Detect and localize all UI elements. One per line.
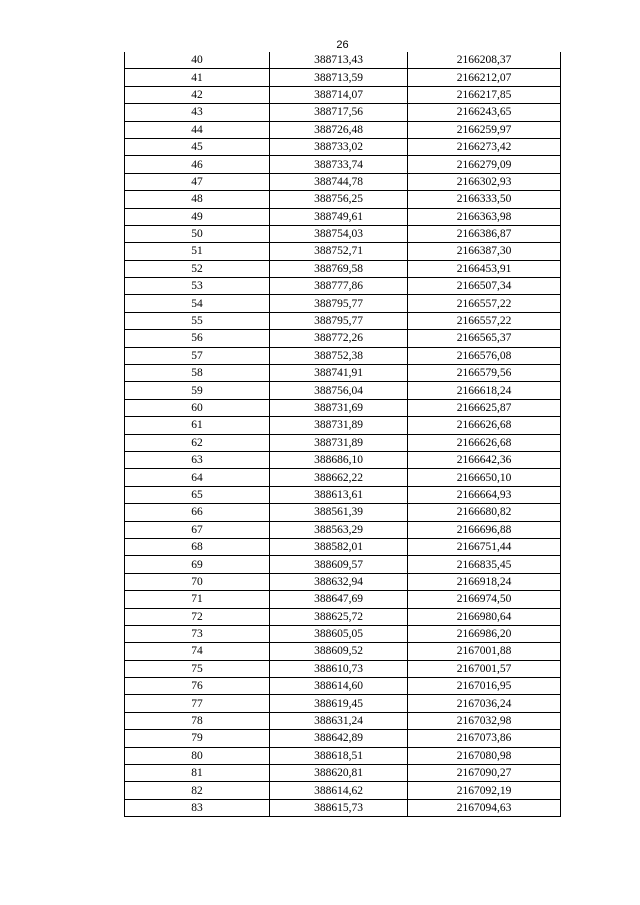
y-coordinate-cell: 2167036,24 — [408, 695, 561, 712]
x-coordinate-cell: 388713,59 — [270, 69, 408, 86]
x-coordinate-cell: 388744,78 — [270, 173, 408, 190]
x-coordinate-cell: 388731,89 — [270, 434, 408, 451]
y-coordinate-cell: 2166751,44 — [408, 538, 561, 555]
x-coordinate-cell: 388733,74 — [270, 156, 408, 173]
y-coordinate-cell: 2167001,88 — [408, 643, 561, 660]
table-row — [125, 660, 561, 677]
x-coordinate-cell: 388686,10 — [270, 451, 408, 468]
x-coordinate-cell: 388756,25 — [270, 191, 408, 208]
y-coordinate-cell: 2166626,68 — [408, 434, 561, 451]
point-number-cell: 56 — [125, 330, 270, 347]
y-coordinate-cell: 2167094,63 — [408, 799, 561, 816]
x-coordinate-cell: 388632,94 — [270, 573, 408, 590]
y-coordinate-cell: 2166918,24 — [408, 573, 561, 590]
table-row — [125, 434, 561, 451]
y-coordinate-cell: 2166579,56 — [408, 365, 561, 382]
table-row — [125, 69, 561, 86]
table-row — [125, 260, 561, 277]
point-number-cell: 62 — [125, 434, 270, 451]
table-row — [125, 382, 561, 399]
point-number-cell: 76 — [125, 678, 270, 695]
y-coordinate-cell: 2166650,10 — [408, 469, 561, 486]
table-row — [125, 104, 561, 121]
x-coordinate-cell: 388777,86 — [270, 278, 408, 295]
point-number-cell: 57 — [125, 347, 270, 364]
y-coordinate-cell: 2166507,34 — [408, 278, 561, 295]
table-row — [125, 765, 561, 782]
point-number-cell: 79 — [125, 730, 270, 747]
table-row — [125, 486, 561, 503]
point-number-cell: 65 — [125, 486, 270, 503]
x-coordinate-cell: 388610,73 — [270, 660, 408, 677]
y-coordinate-cell: 2167001,57 — [408, 660, 561, 677]
table-row — [125, 138, 561, 155]
point-number-cell: 75 — [125, 660, 270, 677]
y-coordinate-cell: 2166217,85 — [408, 86, 561, 103]
x-coordinate-cell: 388795,77 — [270, 295, 408, 312]
x-coordinate-cell: 388619,45 — [270, 695, 408, 712]
point-number-cell: 55 — [125, 312, 270, 329]
table-row — [125, 591, 561, 608]
x-coordinate-cell: 388609,52 — [270, 643, 408, 660]
point-number-cell: 63 — [125, 451, 270, 468]
x-coordinate-cell: 388772,26 — [270, 330, 408, 347]
x-coordinate-cell: 388733,02 — [270, 138, 408, 155]
page-number: 26 — [336, 39, 349, 51]
coordinates-table — [124, 52, 561, 817]
x-coordinate-cell: 388769,58 — [270, 260, 408, 277]
point-number-cell: 44 — [125, 121, 270, 138]
y-coordinate-cell: 2166664,93 — [408, 486, 561, 503]
point-number-cell: 71 — [125, 591, 270, 608]
y-coordinate-cell: 2166680,82 — [408, 504, 561, 521]
point-number-cell: 43 — [125, 104, 270, 121]
table-row — [125, 312, 561, 329]
x-coordinate-cell: 388714,07 — [270, 86, 408, 103]
y-coordinate-cell: 2166696,88 — [408, 521, 561, 538]
point-number-cell: 40 — [125, 52, 270, 69]
table-row — [125, 625, 561, 642]
table-row — [125, 730, 561, 747]
y-coordinate-cell: 2166576,08 — [408, 347, 561, 364]
y-coordinate-cell: 2166259,97 — [408, 121, 561, 138]
table-row — [125, 225, 561, 242]
point-number-cell: 59 — [125, 382, 270, 399]
point-number-cell: 46 — [125, 156, 270, 173]
x-coordinate-cell: 388754,03 — [270, 225, 408, 242]
table-row — [125, 712, 561, 729]
y-coordinate-cell: 2167016,95 — [408, 678, 561, 695]
x-coordinate-cell: 388563,29 — [270, 521, 408, 538]
point-number-cell: 48 — [125, 191, 270, 208]
table-row — [125, 556, 561, 573]
y-coordinate-cell: 2166363,98 — [408, 208, 561, 225]
y-coordinate-cell: 2167092,19 — [408, 782, 561, 799]
table-row — [125, 643, 561, 660]
table-row — [125, 365, 561, 382]
table-row — [125, 469, 561, 486]
y-coordinate-cell: 2166453,91 — [408, 260, 561, 277]
point-number-cell: 82 — [125, 782, 270, 799]
y-coordinate-cell: 2167073,86 — [408, 730, 561, 747]
table-row — [125, 347, 561, 364]
point-number-cell: 61 — [125, 417, 270, 434]
point-number-cell: 42 — [125, 86, 270, 103]
point-number-cell: 67 — [125, 521, 270, 538]
x-coordinate-cell: 388615,73 — [270, 799, 408, 816]
point-number-cell: 41 — [125, 69, 270, 86]
table-row — [125, 747, 561, 764]
y-coordinate-cell: 2166387,30 — [408, 243, 561, 260]
x-coordinate-cell: 388605,05 — [270, 625, 408, 642]
table-row — [125, 278, 561, 295]
y-coordinate-cell: 2166642,36 — [408, 451, 561, 468]
point-number-cell: 58 — [125, 365, 270, 382]
table-row — [125, 52, 561, 69]
point-number-cell: 52 — [125, 260, 270, 277]
x-coordinate-cell: 388756,04 — [270, 382, 408, 399]
point-number-cell: 50 — [125, 225, 270, 242]
table-row — [125, 678, 561, 695]
x-coordinate-cell: 388741,91 — [270, 365, 408, 382]
y-coordinate-cell: 2166208,37 — [408, 52, 561, 69]
x-coordinate-cell: 388582,01 — [270, 538, 408, 555]
table-row — [125, 799, 561, 816]
y-coordinate-cell: 2166273,42 — [408, 138, 561, 155]
point-number-cell: 51 — [125, 243, 270, 260]
table-row — [125, 538, 561, 555]
point-number-cell: 64 — [125, 469, 270, 486]
x-coordinate-cell: 388662,22 — [270, 469, 408, 486]
point-number-cell: 60 — [125, 399, 270, 416]
table-row — [125, 451, 561, 468]
point-number-cell: 72 — [125, 608, 270, 625]
x-coordinate-cell: 388613,61 — [270, 486, 408, 503]
point-number-cell: 78 — [125, 712, 270, 729]
table-row — [125, 608, 561, 625]
y-coordinate-cell: 2166333,50 — [408, 191, 561, 208]
x-coordinate-cell: 388614,60 — [270, 678, 408, 695]
point-number-cell: 47 — [125, 173, 270, 190]
table-row — [125, 208, 561, 225]
y-coordinate-cell: 2166279,09 — [408, 156, 561, 173]
x-coordinate-cell: 388731,69 — [270, 399, 408, 416]
table-row — [125, 156, 561, 173]
y-coordinate-cell: 2166212,07 — [408, 69, 561, 86]
x-coordinate-cell: 388713,43 — [270, 52, 408, 69]
y-coordinate-cell: 2166625,87 — [408, 399, 561, 416]
table-row — [125, 173, 561, 190]
table-row — [125, 86, 561, 103]
point-number-cell: 66 — [125, 504, 270, 521]
table-row — [125, 243, 561, 260]
x-coordinate-cell: 388561,39 — [270, 504, 408, 521]
point-number-cell: 54 — [125, 295, 270, 312]
point-number-cell: 74 — [125, 643, 270, 660]
x-coordinate-cell: 388726,48 — [270, 121, 408, 138]
x-coordinate-cell: 388618,51 — [270, 747, 408, 764]
point-number-cell: 53 — [125, 278, 270, 295]
x-coordinate-cell: 388620,81 — [270, 765, 408, 782]
table-row — [125, 695, 561, 712]
y-coordinate-cell: 2166835,45 — [408, 556, 561, 573]
x-coordinate-cell: 388795,77 — [270, 312, 408, 329]
point-number-cell: 80 — [125, 747, 270, 764]
point-number-cell: 77 — [125, 695, 270, 712]
coordinates-table-body — [125, 52, 561, 817]
y-coordinate-cell: 2166618,24 — [408, 382, 561, 399]
y-coordinate-cell: 2166974,50 — [408, 591, 561, 608]
x-coordinate-cell: 388717,56 — [270, 104, 408, 121]
x-coordinate-cell: 388625,72 — [270, 608, 408, 625]
y-coordinate-cell: 2167080,98 — [408, 747, 561, 764]
point-number-cell: 69 — [125, 556, 270, 573]
x-coordinate-cell: 388731,89 — [270, 417, 408, 434]
point-number-cell: 73 — [125, 625, 270, 642]
table-row — [125, 782, 561, 799]
y-coordinate-cell: 2166980,64 — [408, 608, 561, 625]
table-row — [125, 399, 561, 416]
table-row — [125, 295, 561, 312]
point-number-cell: 81 — [125, 765, 270, 782]
y-coordinate-cell: 2166986,20 — [408, 625, 561, 642]
y-coordinate-cell: 2166557,22 — [408, 295, 561, 312]
x-coordinate-cell: 388631,24 — [270, 712, 408, 729]
table-row — [125, 330, 561, 347]
y-coordinate-cell: 2166302,93 — [408, 173, 561, 190]
x-coordinate-cell: 388642,89 — [270, 730, 408, 747]
table-row — [125, 573, 561, 590]
y-coordinate-cell: 2166243,65 — [408, 104, 561, 121]
table-row — [125, 191, 561, 208]
table-row — [125, 121, 561, 138]
x-coordinate-cell: 388752,71 — [270, 243, 408, 260]
table-row — [125, 417, 561, 434]
point-number-cell: 49 — [125, 208, 270, 225]
point-number-cell: 70 — [125, 573, 270, 590]
x-coordinate-cell: 388752,38 — [270, 347, 408, 364]
y-coordinate-cell: 2167032,98 — [408, 712, 561, 729]
table-row — [125, 504, 561, 521]
point-number-cell: 83 — [125, 799, 270, 816]
point-number-cell: 45 — [125, 138, 270, 155]
y-coordinate-cell: 2166626,68 — [408, 417, 561, 434]
x-coordinate-cell: 388647,69 — [270, 591, 408, 608]
y-coordinate-cell: 2166557,22 — [408, 312, 561, 329]
y-coordinate-cell: 2166386,87 — [408, 225, 561, 242]
table-row — [125, 521, 561, 538]
y-coordinate-cell: 2167090,27 — [408, 765, 561, 782]
y-coordinate-cell: 2166565,37 — [408, 330, 561, 347]
x-coordinate-cell: 388614,62 — [270, 782, 408, 799]
point-number-cell: 68 — [125, 538, 270, 555]
x-coordinate-cell: 388749,61 — [270, 208, 408, 225]
x-coordinate-cell: 388609,57 — [270, 556, 408, 573]
